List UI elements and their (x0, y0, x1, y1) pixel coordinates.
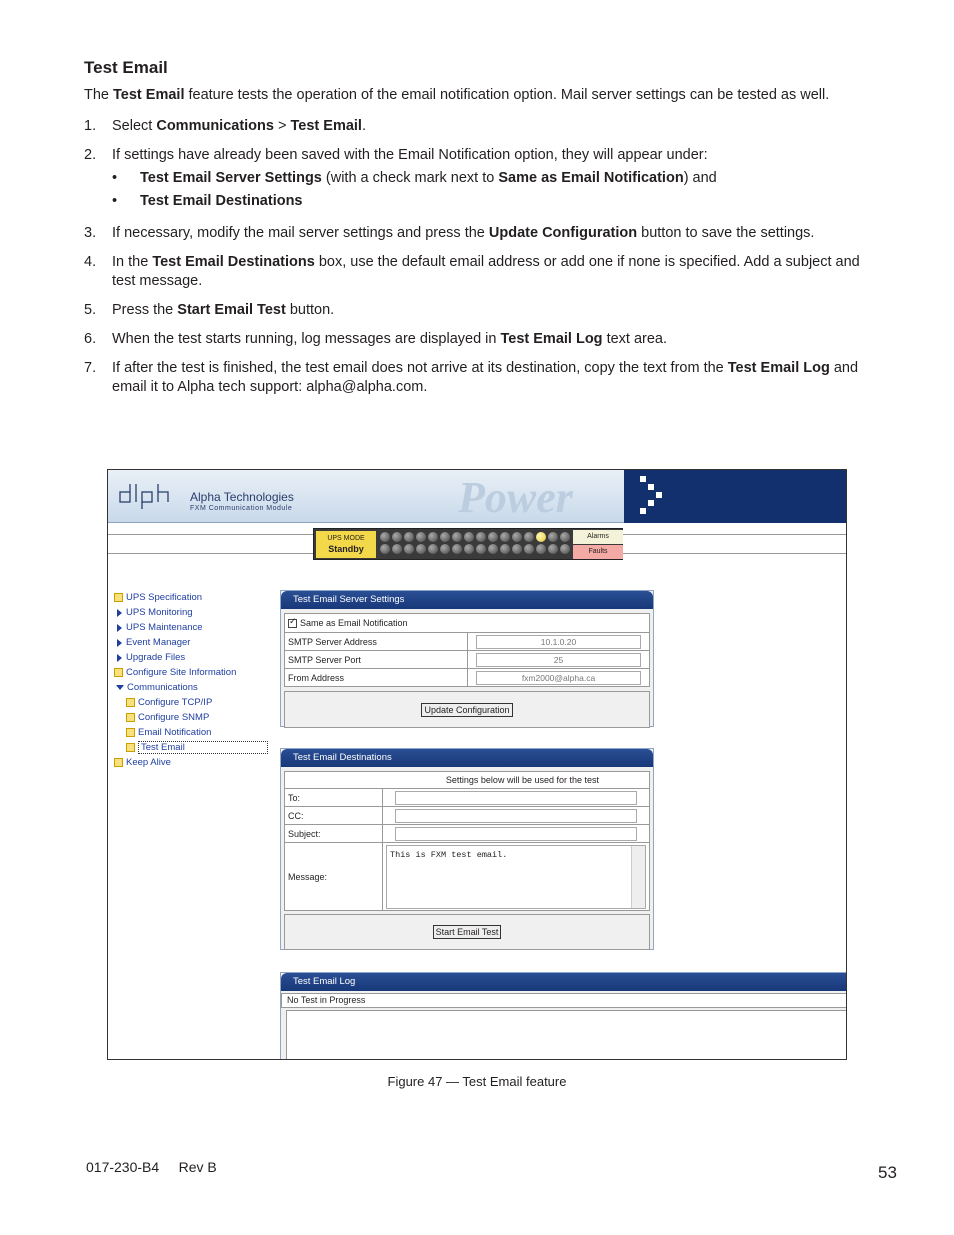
step-4 (84, 253, 874, 291)
led-row (380, 532, 570, 542)
led-icon (500, 544, 510, 554)
bullet-bold: Test Email Destinations (140, 193, 303, 209)
led-icon (404, 532, 414, 542)
bullet-bold: Test Email Server Settings (140, 170, 322, 186)
led-icon (452, 544, 462, 554)
button-row (284, 914, 650, 950)
nav-label: Test Email (138, 741, 268, 754)
cell (383, 843, 649, 911)
page-icon (126, 698, 135, 707)
same-as-row (285, 614, 649, 632)
scrollbar[interactable] (631, 846, 645, 908)
intro-paragraph (84, 86, 874, 105)
nav-configure-site-information[interactable] (114, 665, 274, 680)
step-text: When the test starts running, log messages are displayed in (112, 331, 501, 347)
page-number: 53 (878, 1163, 897, 1182)
smtp-address-label: SMTP Server Address (285, 633, 468, 650)
nav-configure-snmp[interactable] (114, 710, 274, 725)
step-text: If after the test is finished, the test email does not arrive at its destination, copy the text from the (112, 360, 728, 376)
triangle-right-icon (117, 624, 122, 632)
led-icon (416, 532, 426, 542)
table-row (285, 824, 649, 842)
triangle-right-icon (117, 609, 122, 617)
led-icon (380, 544, 390, 554)
table-row (285, 842, 649, 910)
destinations-table (284, 771, 650, 911)
nav-label: Upgrade Files (126, 652, 186, 663)
note-row (285, 772, 649, 788)
led-icon (488, 544, 498, 554)
faults-indicator[interactable]: Faults (573, 545, 623, 559)
bullet-bold: Same as Email Notification (498, 170, 684, 186)
step-bold: Start Email Test (177, 302, 286, 318)
brand-name: Alpha Technologies (190, 490, 294, 504)
nav-label: UPS Monitoring (126, 607, 193, 618)
log-textarea[interactable] (286, 1010, 847, 1060)
led-icon (428, 544, 438, 554)
cell (468, 653, 649, 667)
nav-keep-alive[interactable] (114, 755, 274, 770)
step-number: 4. (84, 254, 97, 270)
led-icon (380, 532, 390, 542)
step-number: 3. (84, 225, 97, 241)
bullet-text: (with a check mark next to (321, 170, 499, 186)
page-icon (126, 713, 135, 722)
cell (468, 635, 649, 649)
panel-title: Test Email Destinations (281, 749, 653, 767)
led-icon (464, 544, 474, 554)
step-2 (84, 146, 874, 214)
cc-label: CC: (285, 807, 383, 824)
intro-text: The (84, 87, 114, 103)
led-icon (428, 532, 438, 542)
led-icon (440, 532, 450, 542)
bullet-icon: • (112, 170, 118, 186)
subject-input[interactable] (395, 827, 637, 841)
step-bold: Communications (156, 118, 274, 134)
bullet-item (112, 169, 874, 188)
header-banner (108, 470, 846, 523)
sidebar-nav (114, 590, 274, 770)
table-row (285, 668, 649, 686)
step-number: 2. (84, 147, 97, 163)
step-bold: Test Email Log (727, 360, 830, 376)
table-row (285, 632, 649, 650)
led-icon (404, 544, 414, 554)
intro-bold: Test Email (113, 87, 185, 103)
nav-label: Email Notification (138, 727, 212, 738)
from-address-input[interactable]: fxm2000@alpha.ca (476, 671, 641, 685)
page-icon (126, 743, 135, 752)
banner-right-block (624, 470, 846, 523)
page-icon (114, 758, 123, 767)
cell (383, 791, 649, 805)
power-watermark: Power (458, 473, 573, 522)
smtp-port-label: SMTP Server Port (285, 651, 468, 668)
led-icon (536, 544, 546, 554)
led-icon (524, 544, 534, 554)
bullet-icon: • (112, 193, 118, 209)
button-row (284, 691, 650, 728)
led-icon (476, 532, 486, 542)
nav-communications[interactable] (114, 680, 274, 695)
led-icon (464, 532, 474, 542)
led-icon (512, 544, 522, 554)
step-bold: Test Email (290, 118, 362, 134)
bullet-text: ) and (683, 170, 717, 186)
table-row (285, 788, 649, 806)
page-icon (114, 593, 123, 602)
triangle-down-icon (116, 685, 124, 690)
message-textarea[interactable] (386, 845, 646, 909)
same-as-label: Same as Email Notification (300, 617, 408, 628)
table-row (285, 650, 649, 668)
step-text: box, use the default email address or add one if none is specified. Add a subject and test message. (112, 254, 860, 289)
triangle-right-icon (117, 654, 122, 662)
table-row (285, 806, 649, 824)
step-number: 7. (84, 360, 97, 376)
led-icon (560, 532, 570, 542)
same-as-checkbox[interactable] (288, 619, 297, 628)
led-icon (488, 532, 498, 542)
cc-input[interactable] (395, 809, 637, 823)
nav-label: UPS Maintenance (126, 622, 203, 633)
cell (383, 827, 649, 841)
step-text: . (361, 118, 366, 134)
settings-note: Settings below will be used for the test (445, 775, 599, 785)
led-icon (452, 532, 462, 542)
panel-title: Test Email Server Settings (281, 591, 653, 609)
led-icon (440, 544, 450, 554)
ups-status-panel (313, 528, 623, 560)
step-1 (84, 117, 874, 136)
step-3 (84, 224, 874, 243)
step-number: 6. (84, 331, 97, 347)
step-7 (84, 359, 874, 397)
subject-label: Subject: (285, 825, 383, 842)
nav-configure-tcpip[interactable] (114, 695, 274, 710)
email-log-panel (280, 972, 847, 1060)
step-6 (84, 330, 874, 349)
nav-label: Keep Alive (126, 757, 171, 768)
nav-label: UPS Specification (126, 592, 203, 603)
page-icon (114, 668, 123, 677)
smtp-address-input[interactable]: 10.1.0.20 (476, 635, 641, 649)
step-text: and email it to Alpha tech support: alpha@alpha.com. (112, 360, 859, 395)
step-text: > (273, 118, 291, 134)
cell (383, 809, 649, 823)
section-heading: Test Email (84, 58, 168, 77)
to-label: To: (285, 789, 383, 806)
step-text: If settings have already been saved with the Email Notification option, they will appear under: (112, 147, 708, 163)
to-input[interactable] (395, 791, 637, 805)
page-icon (126, 728, 135, 737)
nav-ups-specification[interactable] (114, 590, 274, 605)
led-icon (524, 532, 534, 542)
led-array (380, 532, 570, 556)
smtp-port-input[interactable]: 25 (476, 653, 641, 667)
led-row (380, 544, 570, 554)
bullet-item (112, 192, 874, 211)
led-icon (560, 544, 570, 554)
led-icon (392, 544, 402, 554)
figure-caption: Figure 47 — Test Email feature (387, 1074, 567, 1089)
server-settings-panel (280, 590, 654, 727)
led-icon (548, 544, 558, 554)
step-text: If necessary, modify the mail server settings and press the (112, 225, 489, 241)
nav-label: Configure TCP/IP (138, 697, 213, 708)
step-text: button to save the settings. (637, 225, 815, 241)
step-5 (84, 301, 874, 320)
panel-title: Test Email Log (281, 973, 847, 991)
cell (468, 671, 649, 685)
led-icon (392, 532, 402, 542)
ups-mode-value: Standby (328, 544, 364, 554)
nav-event-manager[interactable] (114, 635, 274, 650)
nav-upgrade-files[interactable] (114, 650, 274, 665)
step-bold: Test Email Log (500, 331, 603, 347)
nav-test-email[interactable] (114, 740, 274, 755)
update-configuration-button[interactable]: Update Configuration (421, 703, 512, 717)
step-text: Select (112, 118, 157, 134)
ups-mode-label: UPS MODE (327, 535, 365, 542)
message-text: This is FXM test email. (390, 849, 508, 860)
arrows-icon (638, 474, 668, 518)
footer-doc-id: 017-230-B4 Rev B (86, 1159, 217, 1175)
step-text: button. (285, 302, 335, 318)
step-bold: Test Email Destinations (152, 254, 315, 270)
step-text: text area. (602, 331, 668, 347)
start-email-test-button[interactable]: Start Email Test (433, 925, 502, 939)
figure-screenshot (107, 469, 847, 1060)
server-settings-table (284, 613, 650, 687)
message-label: Message: (285, 843, 383, 910)
led-icon (476, 544, 486, 554)
nav-label: Configure Site Information (126, 667, 237, 678)
led-icon (548, 532, 558, 542)
nav-label: Communications (127, 682, 198, 693)
step-number: 1. (84, 118, 97, 134)
step-number: 5. (84, 302, 97, 318)
triangle-right-icon (117, 639, 122, 647)
ups-mode-box (316, 531, 376, 558)
led-icon (500, 532, 510, 542)
led-icon (416, 544, 426, 554)
nav-ups-monitoring[interactable] (114, 605, 274, 620)
nav-label: Configure SNMP (138, 712, 210, 723)
document-body (84, 58, 874, 407)
led-icon (512, 532, 522, 542)
nav-ups-maintenance[interactable] (114, 620, 274, 635)
log-status: No Test in Progress (281, 993, 847, 1008)
led-on-icon (536, 532, 546, 542)
alpha-logo-icon (118, 482, 178, 510)
nav-label: Event Manager (126, 637, 191, 648)
step-text: In the (112, 254, 153, 270)
destinations-panel (280, 748, 654, 950)
nav-email-notification[interactable] (114, 725, 274, 740)
from-address-label: From Address (285, 669, 468, 686)
intro-text-rest: feature tests the operation of the email notification option. Mail server settings can be tested as well. (184, 87, 830, 103)
brand-subtitle: FXM Communication Module (190, 505, 293, 512)
step-text: Press the (112, 302, 178, 318)
step-bold: Update Configuration (488, 225, 638, 241)
same-as-wrap (285, 618, 408, 628)
alarms-indicator[interactable]: Alarms (573, 530, 623, 544)
